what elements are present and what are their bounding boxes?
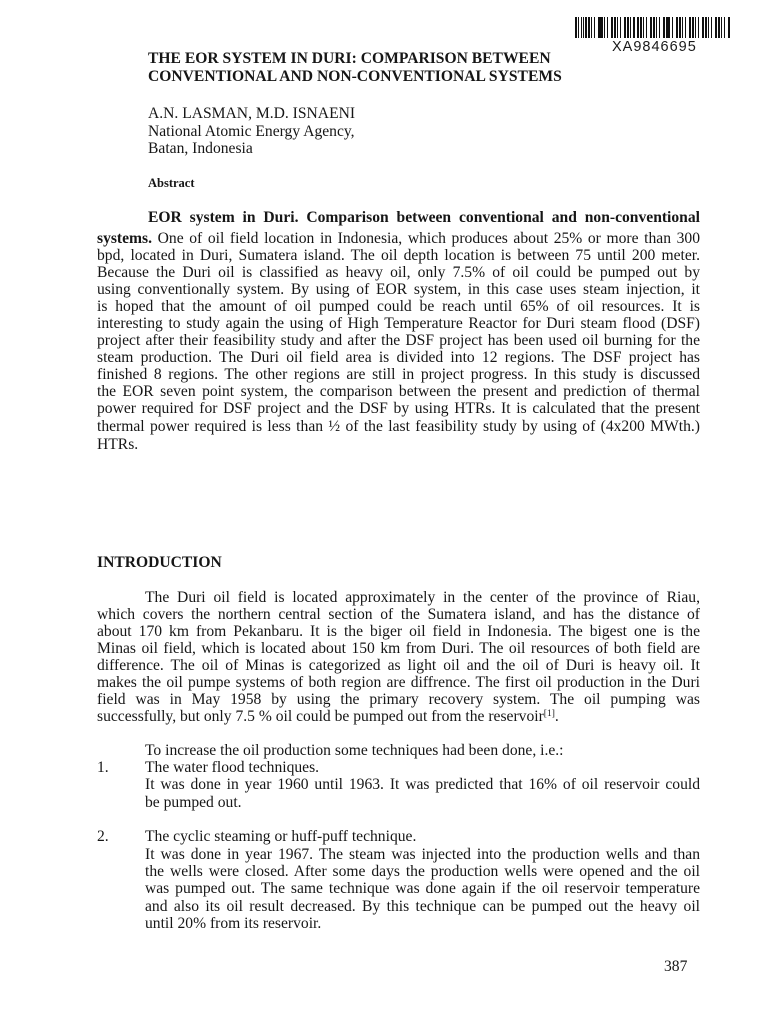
abstract-lead: systems. <box>97 230 153 247</box>
list-item-line: the wells were closed. After some days the production wells were opened and the oil <box>145 863 700 880</box>
title-line: THE EOR SYSTEM IN DURI: COMPARISON BETWEEN <box>148 50 551 67</box>
intro-line: makes the oil pumpe systems of both region are diffrence. The first oil production in the Duri <box>97 674 700 691</box>
barcode <box>575 17 731 38</box>
intro-text: successfully, but only 7.5 % oil could be pumped out from the reservoir <box>97 708 544 725</box>
intro-line: about 170 km from Pekanbaru. It is the biger oil field in Indonesia. The bigest one is the <box>97 623 700 640</box>
abstract-line: finished 8 regions. The other regions are still in project progress. In this study is discussed <box>97 366 700 383</box>
list-lead-in: To increase the oil production some techniques had been done, i.e.: <box>145 742 564 759</box>
abstract-text: One of oil field location in Indonesia, which produces about 25% or more than 300 <box>157 230 700 247</box>
abstract-lead: EOR system in Duri. Comparison between conventional and non-conventional <box>148 209 700 226</box>
title-line: CONVENTIONAL AND NON-CONVENTIONAL SYSTEMS <box>148 68 562 85</box>
abstract-line <box>97 230 700 248</box>
abstract-line <box>148 209 700 227</box>
intro-line: Minas oil field, which is located about 150 km from Duri. The oil resources of both field are <box>97 640 700 657</box>
abstract-line: Because the Duri oil is classified as heavy oil, only 7.5% of oil could be pumped out by <box>97 264 700 281</box>
list-item-line: It was done in year 1960 until 1963. It was predicted that 16% of oil reservoir could <box>145 776 700 793</box>
intro-line: field was in May 1958 by using the primary recovery system. The oil pumping was <box>97 691 700 708</box>
intro-text-end: . <box>554 708 559 725</box>
affiliation-line: Batan, Indonesia <box>148 140 253 157</box>
abstract-line: interesting to study again the using of High Temperature Reactor for Duri steam flood (DSF) <box>97 315 700 332</box>
list-item-line: until 20% from its reservoir. <box>145 915 322 932</box>
intro-line: The Duri oil field is located approximately in the center of the province of Riau, <box>145 589 700 606</box>
abstract-line: the EOR seven point system, the comparison between the present and prediction of thermal <box>97 383 700 400</box>
list-item-line: be pumped out. <box>145 794 242 811</box>
list-item-title: The water flood techniques. <box>145 759 320 776</box>
abstract-line: HTRs. <box>97 436 139 453</box>
affiliation-line: National Atomic Energy Agency, <box>148 123 355 140</box>
abstract-line: power required for DSF project and the DSF by using HTRs. It is calculated that the present <box>97 400 700 417</box>
abstract-line: project after their feasibility study and after the DSF project has been used oil burning for the <box>97 332 700 349</box>
abstract-line: bpd, located in Duri, Sumatera island. The oil depth location is between 75 until 200 meter. <box>97 247 700 264</box>
abstract-line: thermal power required is less than ½ of the last feasibility study by using of (4x200 MWth.) <box>97 418 700 435</box>
abstract-line: is hoped that the amount of oil pumped could be reach until 65% of oil resources. It is <box>97 298 700 315</box>
list-item-line: It was done in year 1967. The steam was injected into the production wells and than <box>145 846 700 863</box>
list-number: 2. <box>97 828 109 845</box>
list-number: 1. <box>97 759 109 776</box>
abstract-heading: Abstract <box>148 176 195 190</box>
intro-line <box>97 708 700 726</box>
intro-line: difference. The oil of Minas is categorized as light oil and the oil of Duri is heavy oil. It <box>97 657 700 674</box>
report-number: XA9846695 <box>612 39 697 55</box>
list-item-title: The cyclic steaming or huff-puff technique. <box>145 828 417 845</box>
page-number: 387 <box>664 958 688 975</box>
intro-line: which covers the northern central section of the Sumatera island, and has the distance of <box>97 606 700 623</box>
abstract-line: steam production. The Duri oil field area is divided into 12 regions. The DSF project has <box>97 349 700 366</box>
list-item-line: was pumped out. The same technique was done again if the oil reservoir temperature <box>145 880 700 897</box>
abstract-line: using conventionally system. By using of EOR system, in this case uses steam injection, it <box>97 281 700 298</box>
authors: A.N. LASMAN, M.D. ISNAENI <box>148 105 356 122</box>
citation-marker: [1] <box>543 709 555 719</box>
section-heading: INTRODUCTION <box>97 554 222 571</box>
list-item-line: and also its oil result decreased. By this technique can be pumped out the heavy oil <box>145 898 700 915</box>
